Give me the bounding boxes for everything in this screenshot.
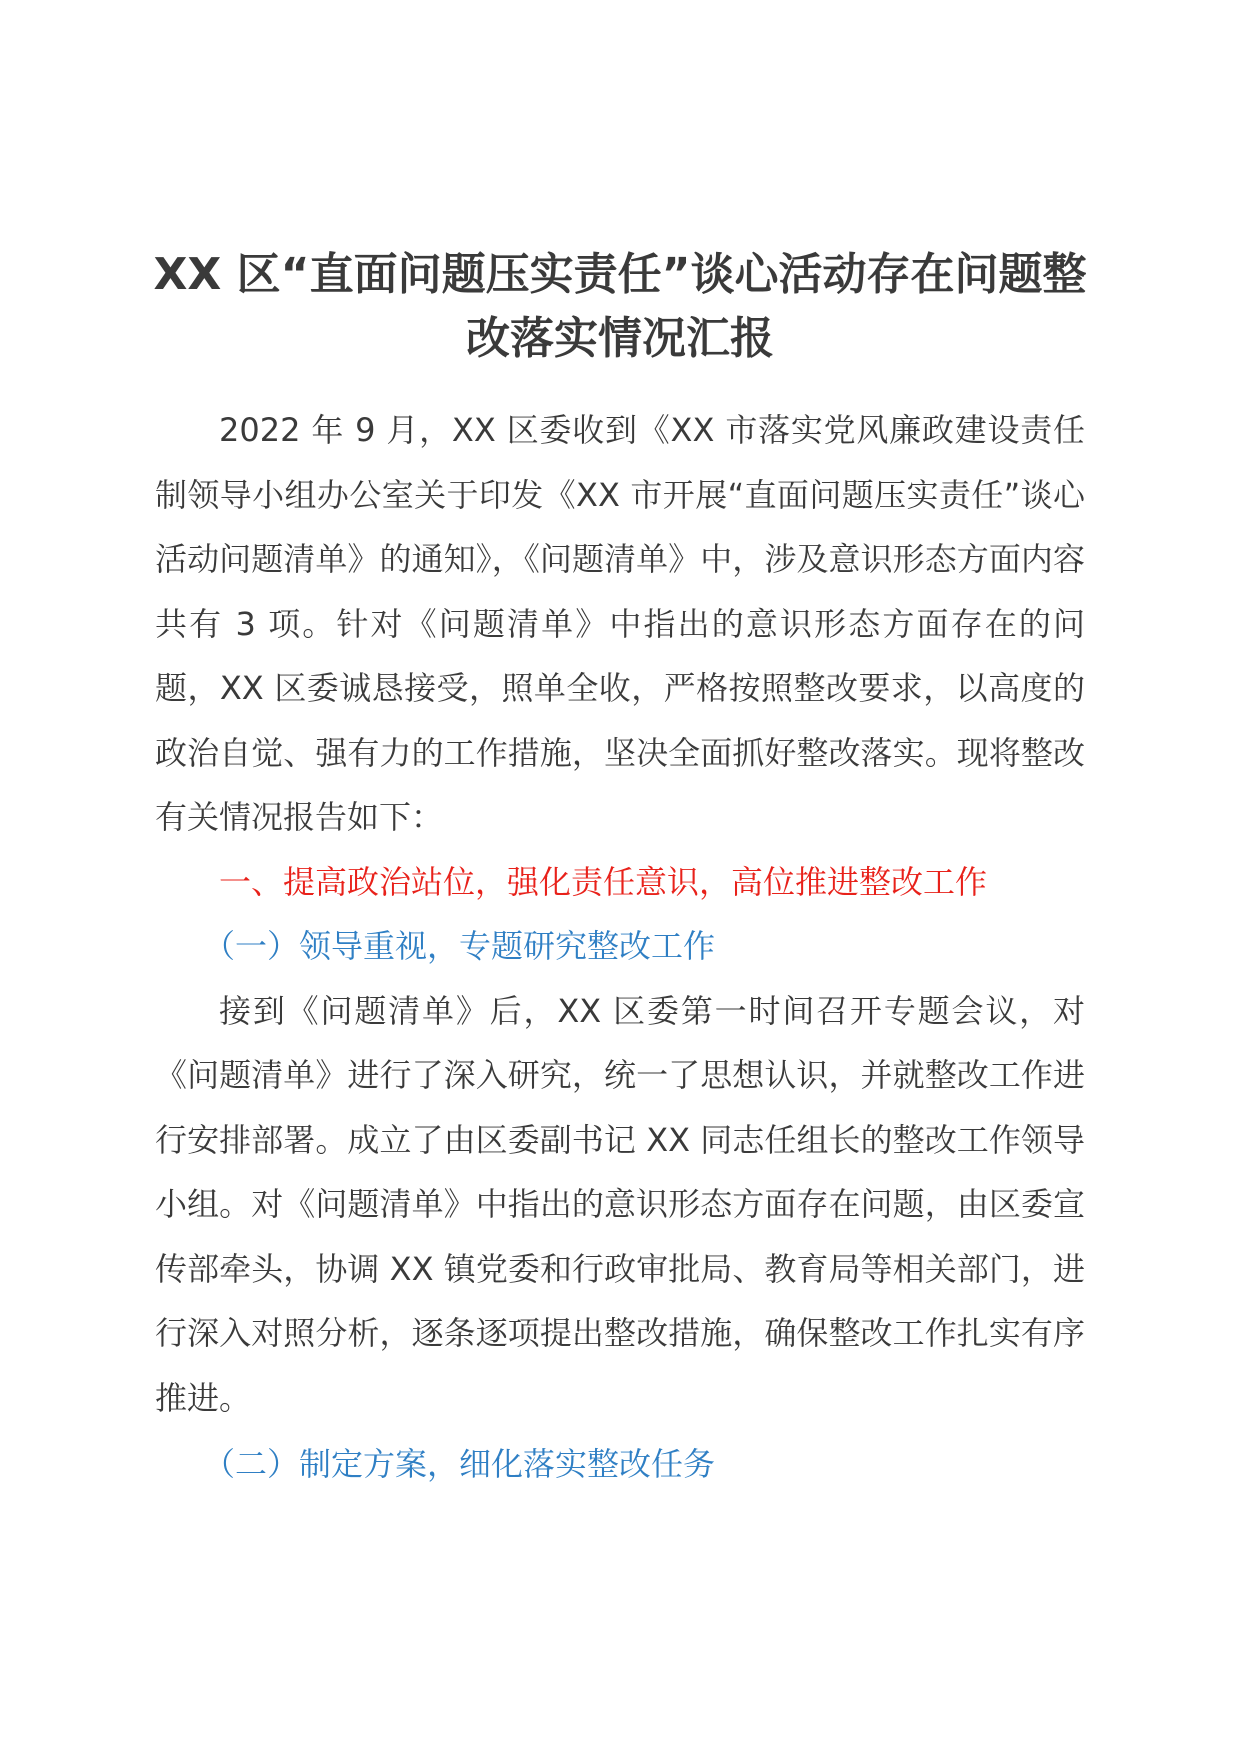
subsection-heading-1: （一）领导重视，专题研究整改工作 [203,927,716,965]
intro-paragraph: 2022 年 9 月，XX 区委收到《XX 市落实党风廉政建设责任制领导小组办公室关于印发《XX 市开展“直面问题压实责任”谈心活动问题清单》的通知》，《问题清单》中，涉及意识形态方面内容共有 3 项。针对《问题清单》中指出的意识形态方面存在的问题，XX 区委诚恳接受，照单全收，严格按照整改要求，以高度的政治自觉、强有力的工作措施，坚决全面抓好整改落实。现将整改有关情况报告如下： [155,411,1085,836]
document-title: XX 区“直面问题压实责任”谈心活动存在问题整改落实情况汇报 [153,249,1087,364]
document-body [155,398,1085,1497]
subsection-1-paragraph: 接到《问题清单》后，XX 区委第一时间召开专题会议，对《问题清单》进行了深入研究，统一了思想认识，并就整改工作进行安排部署。成立了由区委副书记 XX 同志任组长的整改工作领导小组。对《问题清单》中指出的意识形态方面存在问题，由区委宣传部牵头，协调 XX 镇党委和行政审批局、教育局等相关部门，进行深入对照分析，逐条逐项提出整改措施，确保整改工作扎实有序推进。 [155,991,1085,1417]
subsection-heading-2: （二）制定方案，细化落实整改任务 [203,1445,716,1483]
section-heading-1: 一、提高政治站位，强化责任意识，高位推进整改工作 [219,862,988,901]
